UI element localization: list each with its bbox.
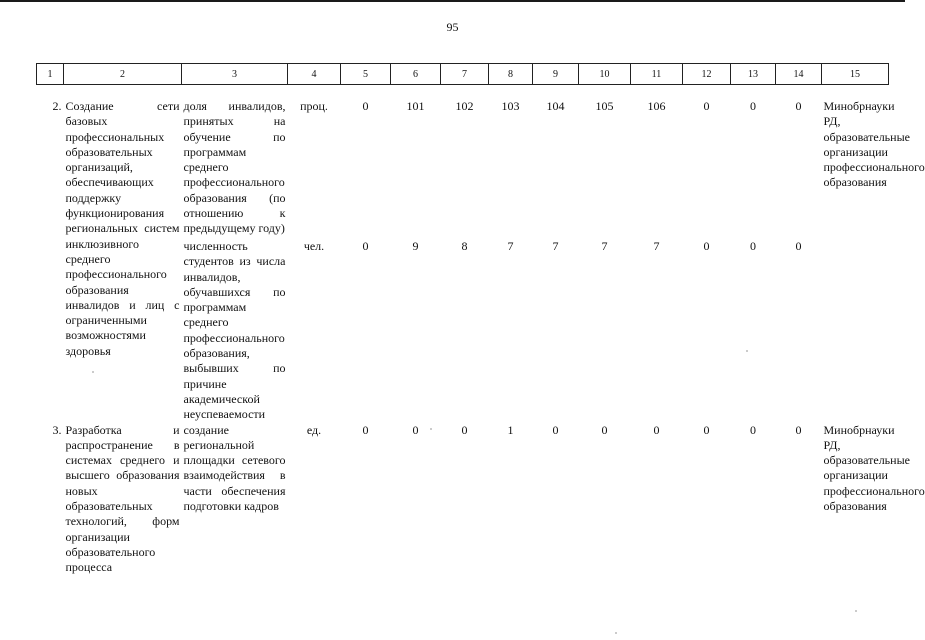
value-cell: 8 (461, 239, 468, 253)
activity-text: Разработка и распространение в системах среднего и высшего образования новых образовательных технологий, форм организации образовательного процесса (65, 422, 180, 575)
value-cell: 0 (703, 99, 710, 113)
program-table (36, 63, 925, 576)
value-cell: 0 (795, 239, 802, 253)
scan-speck (92, 371, 94, 373)
value-cell: 0 (362, 239, 369, 253)
value-cell: 0 (653, 422, 660, 437)
row-number: 3. (52, 422, 62, 437)
col-header: 15 (822, 64, 889, 85)
value-cell: 103 (501, 99, 520, 113)
responsible-org: Минобрнауки РД, образовательные организации профессионального образования (823, 422, 925, 514)
table-row (37, 99, 889, 239)
value-cell: 0 (750, 239, 756, 253)
indicator-name: доля инвалидов, принятых на обучение по программам среднего профессионального образования (по отношению к предыдущему году) (183, 99, 286, 236)
value-cell: 106 (647, 99, 666, 113)
header-row (37, 64, 889, 85)
scan-speck (855, 610, 857, 612)
col-header: 6 (391, 64, 441, 85)
value-cell: 7 (601, 239, 608, 253)
col-header: 12 (683, 64, 731, 85)
col-header: 14 (776, 64, 822, 85)
responsible-org: Минобрнауки РД, образовательные организации профессионального образования (823, 99, 925, 190)
page-number: 95 (446, 20, 459, 34)
value-cell: 1 (507, 422, 514, 437)
activity-text: Создание сети базовых профессиональных образовательных организаций, обеспечивающих поддержку функционирования региональных систем инклюзивного среднего профессионального образования инвалидов и лиц с ограниченными возможностями здоровья (65, 99, 180, 358)
col-header: 4 (288, 64, 341, 85)
value-cell: 105 (595, 99, 614, 113)
value-cell: 0 (461, 422, 468, 437)
value-cell: 0 (552, 422, 559, 437)
table-row (37, 423, 889, 576)
value-cell: 9 (412, 239, 419, 253)
value-cell: 7 (507, 239, 514, 253)
col-header: 9 (533, 64, 579, 85)
col-header: 3 (182, 64, 288, 85)
value-cell: 102 (455, 99, 474, 113)
col-header: 13 (731, 64, 776, 85)
value-cell: 0 (362, 99, 369, 113)
unit: проц. (300, 99, 328, 113)
col-header: 1 (37, 64, 64, 85)
col-header: 5 (341, 64, 391, 85)
value-cell: 0 (703, 239, 710, 253)
col-header: 11 (631, 64, 683, 85)
col-header: 7 (441, 64, 489, 85)
value-cell: 0 (795, 99, 802, 113)
value-cell: 7 (552, 239, 559, 253)
value-cell: 101 (406, 99, 425, 113)
value-cell: 0 (601, 422, 608, 437)
col-header: 10 (579, 64, 631, 85)
value-cell: 0 (703, 422, 710, 437)
value-cell: 0 (362, 422, 369, 437)
scan-speck (430, 428, 432, 430)
indicator-name: создание региональной площадки сетевого взаимодействия в части обеспечения подготовки кадров (183, 422, 286, 514)
unit: чел. (303, 239, 325, 253)
value-cell: 0 (750, 99, 756, 113)
col-header: 2 (64, 64, 182, 85)
value-cell: 104 (546, 99, 565, 113)
scan-speck (746, 350, 748, 352)
scan-speck (615, 632, 617, 634)
col-header: 8 (489, 64, 533, 85)
value-cell: 7 (653, 239, 660, 253)
row-number: 2. (52, 99, 62, 113)
unit: ед. (306, 422, 322, 437)
value-cell: 0 (750, 422, 756, 437)
value-cell: 0 (412, 422, 419, 437)
scan-edge (0, 0, 905, 2)
value-cell: 0 (795, 422, 802, 437)
indicator-name: численность студентов из числа инвалидов, обучавшихся по программам среднего профессионального образования, выбывших по причине академической неуспеваемости (183, 239, 286, 422)
